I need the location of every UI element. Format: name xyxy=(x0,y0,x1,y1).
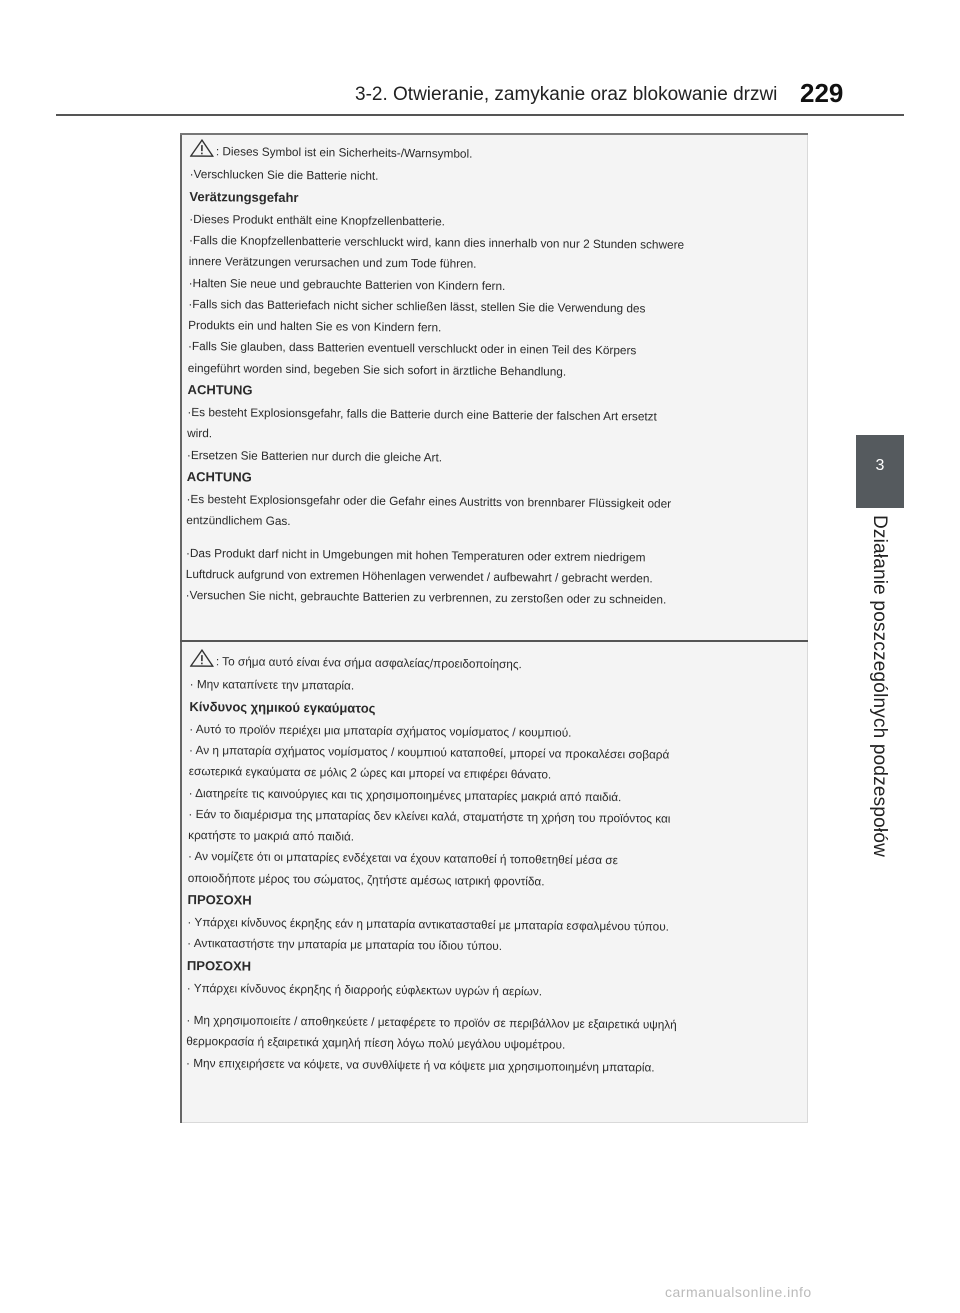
greek-heading: Κίνδυνος χημικού εγκαύματος xyxy=(189,698,376,716)
german-heading: ACHTUNG xyxy=(186,468,252,485)
greek-line: εσωτερικά εγκαύματα σε μόλις 2 ώρες και μπορεί να επιφέρει θάνατο. xyxy=(188,764,552,782)
german-line: ·Es besteht Explosionsgefahr, falls die Batterie durch eine Batterie der falschen Art ersetzt xyxy=(187,405,657,424)
footer-watermark: carmanualsonline.info xyxy=(665,1284,812,1300)
header-rule xyxy=(56,114,904,116)
german-line: ·Das Produkt darf nicht in Umgebungen mit hohen Temperaturen oder extrem niedrigem xyxy=(185,545,646,565)
sheet-edge-left xyxy=(180,133,182,1123)
sheet-edge-top xyxy=(180,133,808,135)
german-line: ·Dieses Produkt enthält eine Knopfzellenbatterie. xyxy=(189,211,446,229)
german-symbol-note: : Dieses Symbol ist ein Sicherheits-/Warnsymbol. xyxy=(215,144,473,161)
chapter-tab xyxy=(856,435,904,508)
german-line: ·Falls Sie glauben, dass Batterien eventuell verschluckt oder in einen Teil des Körpers xyxy=(187,339,637,358)
scanned-warning-sheet xyxy=(180,133,808,1123)
greek-line: · Αντικαταστήστε την μπαταρία με μπαταρία του ίδιου τύπου. xyxy=(187,936,503,954)
page-number: 229 xyxy=(800,78,844,108)
german-line: ·Falls die Knopfzellenbatterie verschluckt wird, kann dies innerhalb von nur 2 Stunden schwere xyxy=(188,232,685,252)
german-line: ·Verschlucken Sie die Batterie nicht. xyxy=(189,167,379,184)
greek-line: · Αν νομίζετε ότι οι μπαταρίες ενδέχεται να έχουν καταποθεί ή τοποθετηθεί μέσα σε xyxy=(187,849,618,868)
greek-line: · Μην επιχειρήσετε να κόψετε, να συνθλίψετε ή να κόψετε μια χρησιμοποιημένη μπαταρία. xyxy=(185,1055,655,1075)
german-heading: ACHTUNG xyxy=(187,381,253,398)
greek-line: · Αυτό το προϊόν περιέχει μια μπαταρία σχήματος νομίσματος / κουμπιού. xyxy=(189,721,572,740)
greek-line: · Μην καταπίνετε την μπαταρία. xyxy=(189,677,355,693)
german-line: innere Verätzungen verursachen und zum Tode führen. xyxy=(188,254,477,272)
greek-line: · Υπάρχει κίνδυνος έκρηξης εάν η μπαταρία αντικατασταθεί με μπαταρία εσφαλμένου τύπου. xyxy=(187,915,670,934)
greek-line: · Μη χρησιμοποιείτε / αποθηκεύετε / μεταφέρετε το προϊόν σε περιβάλλον με εξαιρετικά υψηλή xyxy=(186,1013,677,1032)
greek-line: · Υπάρχει κίνδυνος έκρηξης ή διαρροής εύφλεκτων υγρών ή αερίων. xyxy=(186,980,543,999)
section-divider xyxy=(180,640,808,642)
german-warning-section xyxy=(186,139,790,613)
german-line: Luftdruck aufgrund von extremen Höhenlagen verwendet / aufbewahrt / gebracht werden. xyxy=(185,566,653,586)
greek-line: κρατήστε το μακριά από παιδιά. xyxy=(188,828,355,844)
greek-line: θερμοκρασία ή εξαιρετικά χαμηλή πίεση λόγω πολύ μεγάλου υψομέτρου. xyxy=(186,1034,566,1052)
german-line: ·Falls sich das Batteriefach nicht sicher schließen lässt, stellen Sie die Verwendung des xyxy=(188,296,646,316)
greek-line: · Αν η μπαταρία σχήματος νομίσματος / κουμπιού καταποθεί, μπορεί να προκαλέσει σοβαρά xyxy=(188,742,670,762)
chapter-label-wrap xyxy=(856,515,904,875)
german-symbol-line xyxy=(190,139,790,168)
warning-triangle-icon xyxy=(190,649,214,673)
greek-line: οποιοδήποτε μέρος του σώματος, ζητήστε αμέσως ιατρική φροντίδα. xyxy=(187,870,545,889)
chapter-label: Działanie poszczególnych podzespołów xyxy=(869,515,890,858)
german-line: ·Es besteht Explosionsgefahr oder die Gefahr eines Austritts von brennbarer Flüssigkeit oder xyxy=(186,492,672,511)
greek-symbol-note: : Το σήμα αυτό είναι ένα σήμα ασφαλείας/προειδοποίησης. xyxy=(215,654,522,672)
german-line: wird. xyxy=(187,426,213,441)
german-line: eingeführt worden sind, begeben Sie sich sofort in ärztliche Behandlung. xyxy=(187,360,567,379)
german-line: entzündlichem Gas. xyxy=(186,513,291,529)
chapter-number: 3 xyxy=(875,457,885,474)
german-line: ·Halten Sie neue und gebrauchte Batterien von Kindern fern. xyxy=(188,275,506,293)
german-line: ·Versuchen Sie nicht, gebrauchte Batterien zu verbrennen, zu zerstoßen oder zu schneiden. xyxy=(185,588,667,607)
greek-line: · Διατηρείτε τις καινούργιες και τις χρησιμοποιημένες μπαταρίες μακριά από παιδιά. xyxy=(188,785,622,804)
greek-warning-section xyxy=(186,649,790,1081)
greek-line: · Εάν το διαμέρισμα της μπαταρίας δεν κλείνει καλά, σταματήστε τη χρήση του προϊόντος και xyxy=(188,806,671,826)
greek-heading: ΠΡΟΣΟΧΗ xyxy=(187,891,252,908)
header-title: 3-2. Otwieranie, zamykanie oraz blokowanie drzwi xyxy=(355,84,778,105)
warning-triangle-icon xyxy=(190,139,214,163)
greek-heading: ΠΡΟΣΟΧΗ xyxy=(186,957,252,974)
german-line: Produkts ein und halten Sie es von Kindern fern. xyxy=(188,318,442,335)
greek-symbol-line xyxy=(190,649,790,678)
german-heading: Verätzungsgefahr xyxy=(189,188,299,205)
german-line: ·Ersetzen Sie Batterien nur durch die gleiche Art. xyxy=(186,447,443,465)
